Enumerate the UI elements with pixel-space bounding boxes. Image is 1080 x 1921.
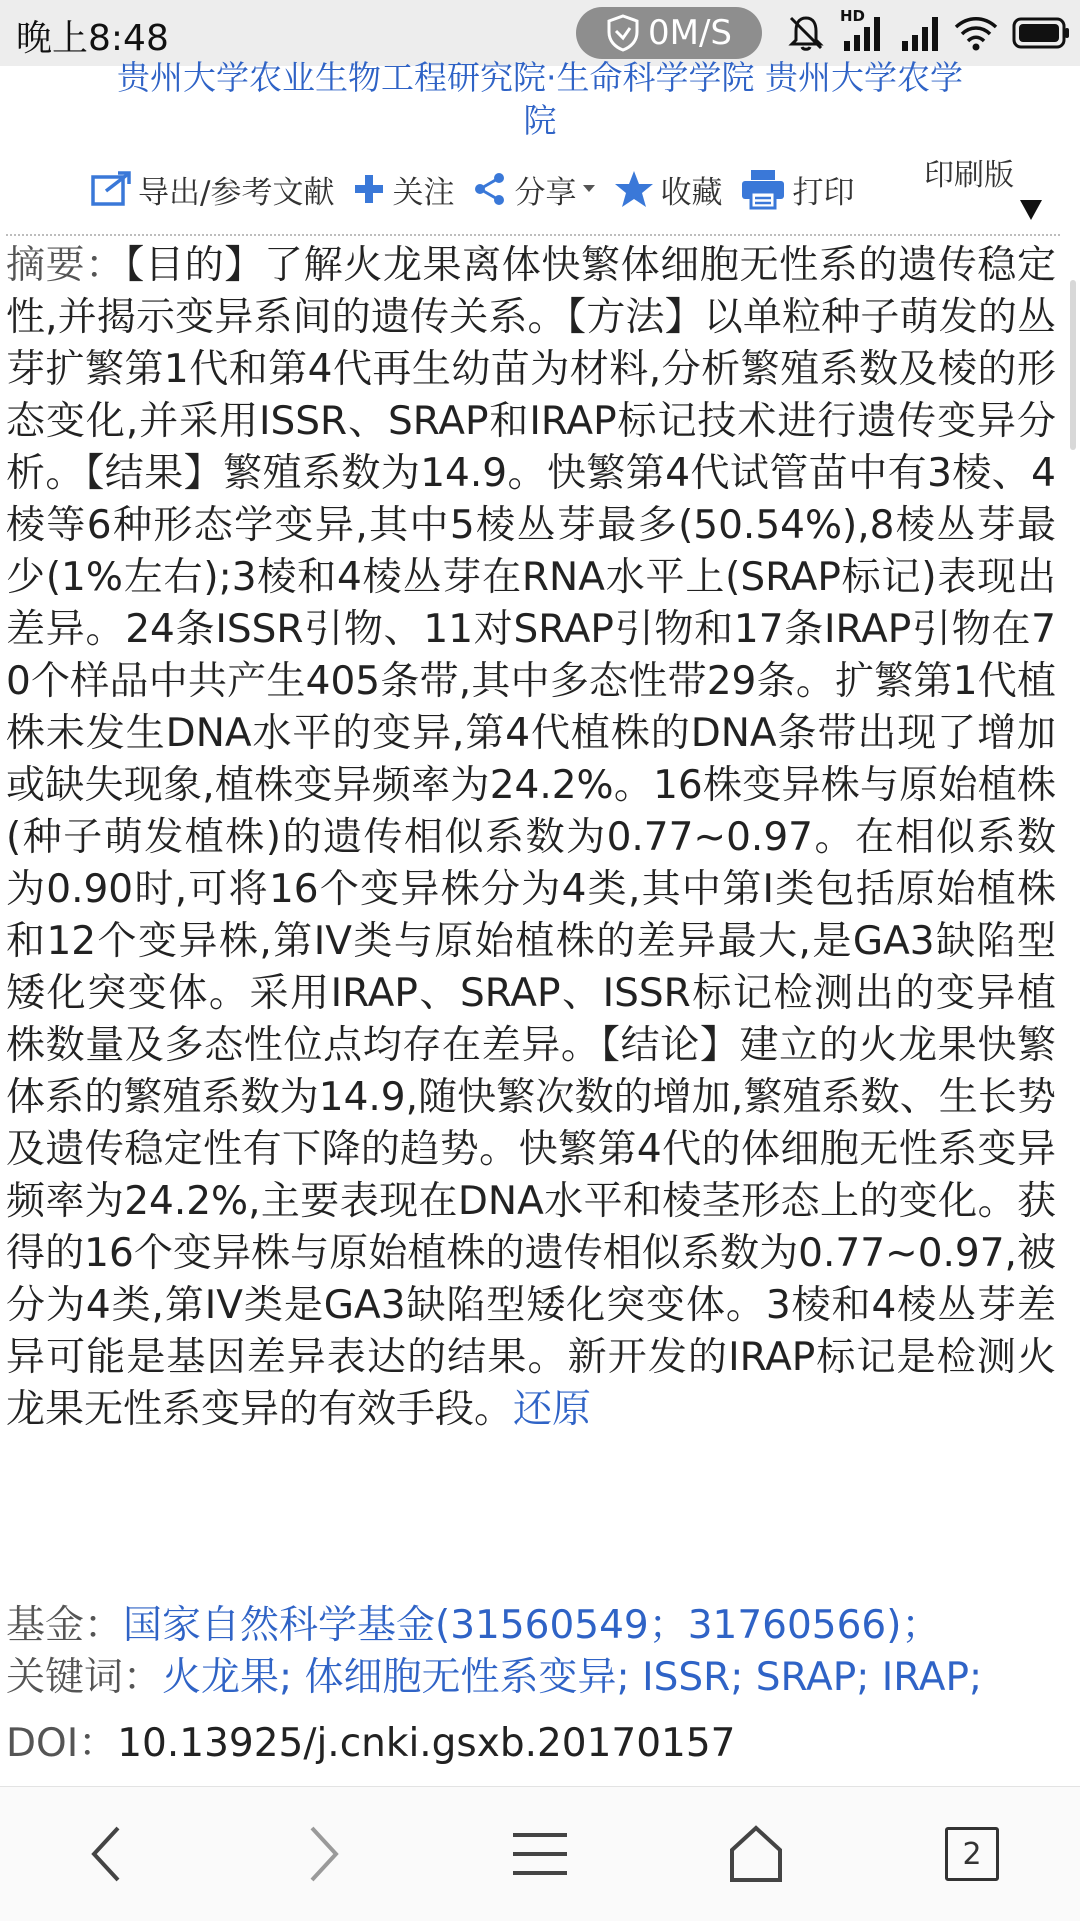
menu-button[interactable] (470, 1787, 610, 1921)
share-label: 分享 (514, 174, 577, 211)
affiliation-line-1[interactable]: 贵州大学农业生物工程研究院·生命科学学院 贵州大学农学 (117, 58, 963, 97)
export-icon (90, 171, 132, 207)
export-references-label: 导出/参考文献 (138, 174, 335, 211)
abstract-label: 摘要： (6, 243, 125, 288)
wifi-icon (954, 14, 998, 52)
printer-icon (740, 168, 786, 210)
status-time: 晚上8:48 (16, 18, 169, 59)
signal-hd-icon (840, 7, 886, 53)
print-label: 打印 (792, 174, 855, 211)
net-speed: 0M/S (647, 13, 732, 53)
share-icon (472, 171, 508, 207)
follow-button[interactable] (352, 167, 454, 212)
forward-arrow-icon (304, 1824, 344, 1884)
browser-nav-bar (0, 1786, 1080, 1921)
shield-icon (606, 14, 640, 52)
follow-label: 关注 (392, 174, 455, 211)
dropdown-triangle-icon[interactable] (1020, 200, 1042, 220)
home-icon (726, 1824, 786, 1884)
fund-link[interactable]: 国家自然科学基金(31560549；31760566)； (123, 1603, 941, 1648)
abstract-text: 【目的】了解火龙果离体快繁体细胞无性系的遗传稳定性,并揭示变异系间的遗传关系。【方法】以单粒种子萌发的丛芽扩繁第1代和第4代再生幼苗为材料,分析繁殖系数及棱的形态变化,并采用ISSR、SRAP和IRAP标记技术进行遗传变异分析。【结果】繁殖系数为14.9。快繁第4代试管苗中有3棱、4棱等6种形态学变异,其中5棱丛芽最多(50.54%),8棱丛芽最少(1%左右);3棱和4棱丛芽在RNA水平上(SRAP标记)表现出差异。24条ISSR引物、11对SRAP引物和17条IRAP引物在70个样品中共产生405条带,其中多态性带29条。扩繁第1代植株未发生DNA水平的变异,第4代植株的DNA条带出现了增加或缺失现象,植株变异频率为24.2%。16株变异株与原始植株(种子萌发植株)的遗传相似系数为0.77~0.97。在相似系数为0.90时,可将16个变异株分为4类,其中第I类包括原始植株和12个变异株,第IV类与原始植株的差异最大,是GA3缺陷型矮化突变体。采用IRAP、SRAP、ISSR标记检测出的变异植株数量及多态性位点均存在差异。【结论】建立的火龙果快繁体系的繁殖系数为14.9,随快繁次数的增加,繁殖系数、生长势及遗传稳定性有下降的趋势。快繁第4代的体细胞无性系变异频率为24.2%,主要表现在DNA水平和棱茎形态上的变化。获得的16个变异株与原始植株的遗传相似系数为0.77~0.97,被分为4类,第IV类是GA3缺陷型矮化突变体。3棱和4棱丛芽差异可能是基因差异表达的结果。新开发的IRAP标记是检测火龙果无性系变异的有效手段。 (6, 243, 1056, 1432)
scrollbar-thumb[interactable] (1070, 280, 1076, 450)
article-toolbar (90, 158, 872, 220)
net-speed-badge (576, 7, 762, 59)
back-arrow-icon (86, 1824, 126, 1884)
battery-icon (1012, 16, 1070, 50)
doi-line (6, 1718, 735, 1770)
chevron-down-icon (582, 184, 596, 194)
status-icons (786, 7, 1070, 56)
menu-icon (511, 1829, 569, 1879)
affiliation-line-2[interactable]: 院 (523, 101, 557, 140)
mute-bell-icon (786, 13, 826, 53)
doi-label: DOI： (6, 1721, 118, 1766)
keywords-line (6, 1652, 982, 1704)
doi-value: 10.13925/j.cnki.gsxb.20170157 (117, 1721, 736, 1766)
tab-count: 2 (962, 1836, 982, 1872)
fund-label: 基金： (6, 1603, 124, 1648)
favorite-label: 收藏 (660, 174, 723, 211)
favorite-button[interactable] (614, 167, 722, 212)
tabs-icon (945, 1827, 999, 1881)
restore-link[interactable]: 还原 (513, 1387, 592, 1432)
print-version-button[interactable]: 印刷版 (924, 158, 1014, 193)
signal-icon (900, 13, 940, 53)
divider (6, 234, 1060, 236)
home-button[interactable] (686, 1787, 826, 1921)
back-button[interactable] (36, 1787, 176, 1921)
forward-button[interactable] (254, 1787, 394, 1921)
author-affiliation[interactable] (0, 56, 1080, 142)
signal-hd-label: HD (840, 7, 866, 25)
keywords-links[interactable]: 火龙果; 体细胞无性系变异; ISSR; SRAP; IRAP; (162, 1655, 983, 1700)
share-button[interactable] (472, 167, 596, 212)
keywords-label: 关键词： (6, 1655, 163, 1700)
print-button[interactable] (740, 167, 854, 212)
fund-line (6, 1600, 940, 1652)
star-icon (614, 170, 654, 208)
export-references-button[interactable] (90, 167, 334, 212)
tabs-button[interactable] (902, 1787, 1042, 1921)
plus-icon (352, 172, 386, 206)
abstract (6, 240, 1056, 1436)
